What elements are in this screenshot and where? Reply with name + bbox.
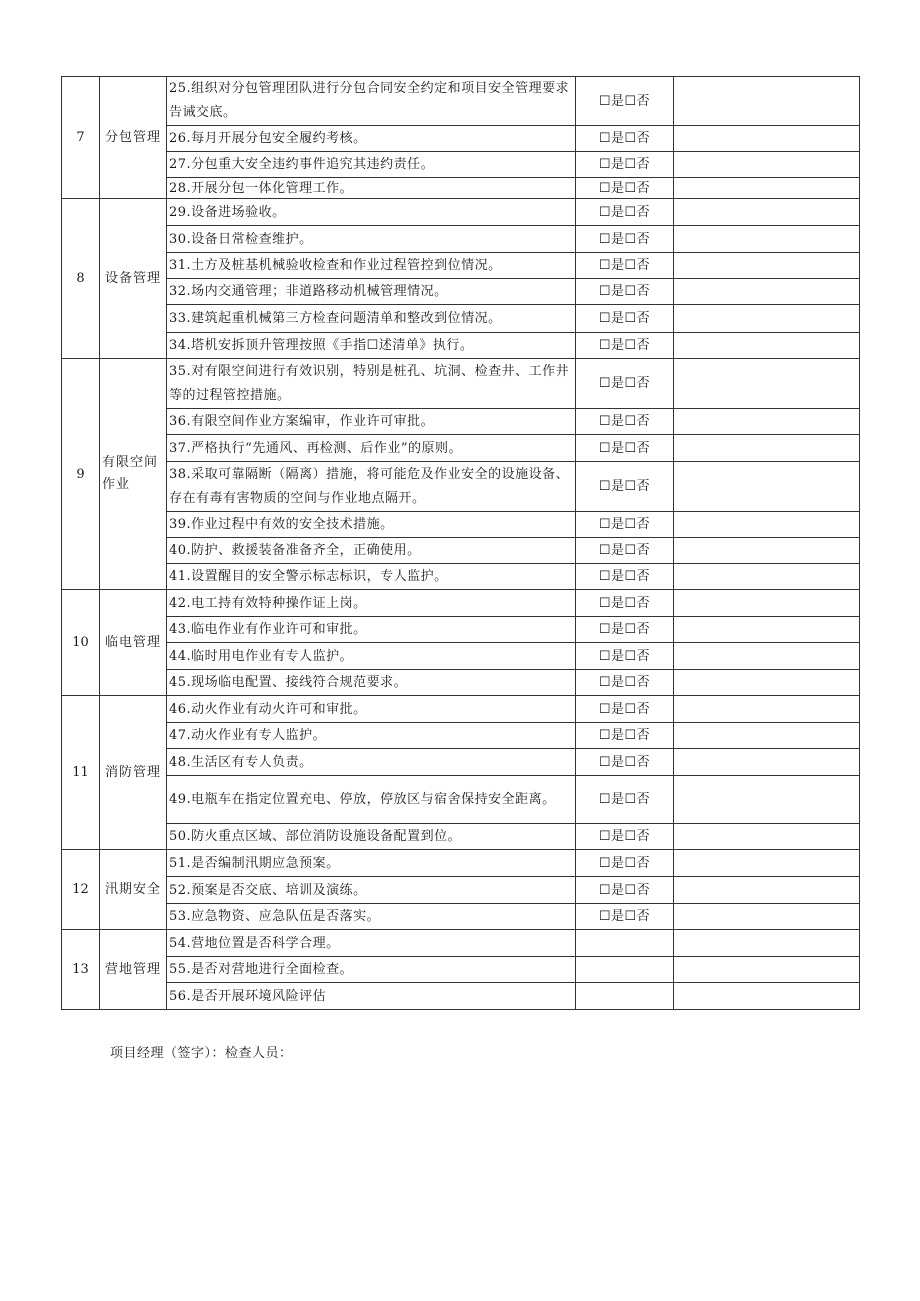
yes-no-checkbox[interactable]: ☐是☐否 <box>576 776 674 824</box>
check-item-text: 33.建筑起重机械第三方检查问题清单和整改到位情况。 <box>167 305 576 333</box>
remarks-cell[interactable] <box>674 226 860 253</box>
yes-no-checkbox[interactable]: ☐是☐否 <box>576 696 674 723</box>
remarks-cell[interactable] <box>674 564 860 590</box>
remarks-cell[interactable] <box>674 77 860 126</box>
yes-no-checkbox[interactable]: ☐是☐否 <box>576 152 674 178</box>
table-row <box>62 670 860 696</box>
table-row <box>62 904 860 930</box>
table-row <box>62 957 860 983</box>
table-row <box>62 152 860 178</box>
table-row <box>62 305 860 333</box>
remarks-cell[interactable] <box>674 152 860 178</box>
group-category: 有限空间作业 <box>100 359 167 590</box>
remarks-cell[interactable] <box>674 723 860 749</box>
remarks-cell[interactable] <box>674 930 860 957</box>
table-row <box>62 199 860 226</box>
table-row <box>62 723 860 749</box>
check-item-text: 49.电瓶车在指定位置充电、停放，停放区与宿舍保持安全距离。 <box>167 776 576 824</box>
table-row <box>62 643 860 670</box>
group-category: 营地管理 <box>100 930 167 1010</box>
group-number: 13 <box>62 930 100 1010</box>
table-row <box>62 333 860 359</box>
table-row <box>62 850 860 877</box>
check-item-text: 26.每月开展分包安全履约考核。 <box>167 126 576 152</box>
group-category: 消防管理 <box>100 696 167 850</box>
table-row <box>62 512 860 538</box>
yes-no-checkbox[interactable]: ☐是☐否 <box>576 617 674 643</box>
check-item-text: 50.防火重点区域、部位消防设施设备配置到位。 <box>167 824 576 850</box>
table-row <box>62 590 860 617</box>
yes-no-checkbox[interactable]: ☐是☐否 <box>576 749 674 776</box>
table-row <box>62 617 860 643</box>
yes-no-checkbox <box>576 930 674 957</box>
group-number: 8 <box>62 199 100 359</box>
remarks-cell[interactable] <box>674 253 860 279</box>
check-item-text: 29.设备进场验收。 <box>167 199 576 226</box>
remarks-cell[interactable] <box>674 983 860 1010</box>
check-item-text: 30.设备日常检查维护。 <box>167 226 576 253</box>
table-row <box>62 983 860 1010</box>
safety-checklist-table <box>61 76 860 1010</box>
yes-no-checkbox[interactable]: ☐是☐否 <box>576 253 674 279</box>
yes-no-checkbox[interactable]: ☐是☐否 <box>576 850 674 877</box>
table-row <box>62 226 860 253</box>
group-number: 10 <box>62 590 100 696</box>
remarks-cell[interactable] <box>674 199 860 226</box>
table-row <box>62 824 860 850</box>
remarks-cell[interactable] <box>674 824 860 850</box>
group-number: 7 <box>62 77 100 199</box>
yes-no-checkbox[interactable]: ☐是☐否 <box>576 824 674 850</box>
group-number: 12 <box>62 850 100 930</box>
remarks-cell[interactable] <box>674 538 860 564</box>
remarks-cell[interactable] <box>674 126 860 152</box>
check-item-text: 44.临时用电作业有专人监护。 <box>167 643 576 670</box>
check-item-text: 39.作业过程中有效的安全技术措施。 <box>167 512 576 538</box>
group-number: 9 <box>62 359 100 590</box>
check-item-text: 37.严格执行“先通风、再检测、后作业”的原则。 <box>167 435 576 462</box>
yes-no-checkbox[interactable]: ☐是☐否 <box>576 226 674 253</box>
check-item-text: 51.是否编制汛期应急预案。 <box>167 850 576 877</box>
check-item-text: 45.现场临电配置、接线符合规范要求。 <box>167 670 576 696</box>
remarks-cell[interactable] <box>674 850 860 877</box>
remarks-cell[interactable] <box>674 643 860 670</box>
table-row <box>62 749 860 776</box>
group-number: 11 <box>62 696 100 850</box>
remarks-cell[interactable] <box>674 512 860 538</box>
remarks-cell[interactable] <box>674 359 860 409</box>
remarks-cell[interactable] <box>674 776 860 824</box>
remarks-cell[interactable] <box>674 409 860 435</box>
yes-no-checkbox[interactable]: ☐是☐否 <box>576 564 674 590</box>
check-item-text: 32.场内交通管理；非道路移动机械管理情况。 <box>167 279 576 305</box>
check-item-text: 47.动火作业有专人监护。 <box>167 723 576 749</box>
yes-no-checkbox[interactable]: ☐是☐否 <box>576 904 674 930</box>
remarks-cell[interactable] <box>674 305 860 333</box>
table-row <box>62 279 860 305</box>
yes-no-checkbox <box>576 983 674 1010</box>
yes-no-checkbox[interactable]: ☐是☐否 <box>576 333 674 359</box>
check-item-text: 34.塔机安拆顶升管理按照《手指☐述清单》执行。 <box>167 333 576 359</box>
group-category: 汛期安全 <box>100 850 167 930</box>
table-row <box>62 930 860 957</box>
table-row <box>62 435 860 462</box>
table-row <box>62 564 860 590</box>
remarks-cell[interactable] <box>674 696 860 723</box>
check-item-text: 36.有限空间作业方案编审，作业许可审批。 <box>167 409 576 435</box>
table-row <box>62 359 860 409</box>
yes-no-checkbox[interactable]: ☐是☐否 <box>576 435 674 462</box>
remarks-cell[interactable] <box>674 904 860 930</box>
check-item-text: 46.动火作业有动火许可和审批。 <box>167 696 576 723</box>
yes-no-checkbox[interactable]: ☐是☐否 <box>576 723 674 749</box>
yes-no-checkbox[interactable]: ☐是☐否 <box>576 877 674 904</box>
group-category: 临电管理 <box>100 590 167 696</box>
group-category: 分包管理 <box>100 77 167 199</box>
yes-no-checkbox[interactable]: ☐是☐否 <box>576 590 674 617</box>
group-category: 设备管理 <box>100 199 167 359</box>
table-row <box>62 696 860 723</box>
remarks-cell[interactable] <box>674 462 860 512</box>
check-item-text: 48.生活区有专人负责。 <box>167 749 576 776</box>
check-item-text: 53.应急物资、应急队伍是否落实。 <box>167 904 576 930</box>
yes-no-checkbox[interactable]: ☐是☐否 <box>576 359 674 409</box>
remarks-cell[interactable] <box>674 333 860 359</box>
table-row <box>62 126 860 152</box>
check-item-text: 40.防护、救援装备准备齐全，正确使用。 <box>167 538 576 564</box>
remarks-cell[interactable] <box>674 178 860 199</box>
table-row <box>62 409 860 435</box>
checklist-body <box>62 77 860 1010</box>
table-row <box>62 538 860 564</box>
remarks-cell[interactable] <box>674 590 860 617</box>
check-item-text: 31.土方及桩基机械验收检查和作业过程管控到位情况。 <box>167 253 576 279</box>
yes-no-checkbox[interactable]: ☐是☐否 <box>576 462 674 512</box>
table-row <box>62 253 860 279</box>
table-row <box>62 877 860 904</box>
table-row <box>62 776 860 824</box>
check-item-text: 52.预案是否交底、培训及演练。 <box>167 877 576 904</box>
yes-no-checkbox[interactable]: ☐是☐否 <box>576 305 674 333</box>
yes-no-checkbox[interactable]: ☐是☐否 <box>576 77 674 126</box>
check-item-text: 42.电工持有效特种操作证上岗。 <box>167 590 576 617</box>
check-item-text: 25.组织对分包管理团队进行分包合同安全约定和项目安全管理要求告诫交底。 <box>167 77 576 126</box>
check-item-text: 35.对有限空间进行有效识别，特别是桩孔、坑洞、检查井、工作井等的过程管控措施。 <box>167 359 576 409</box>
yes-no-checkbox[interactable]: ☐是☐否 <box>576 409 674 435</box>
yes-no-checkbox <box>576 957 674 983</box>
table-row <box>62 462 860 512</box>
check-item-text: 41.设置醒目的安全警示标志标识，专人监护。 <box>167 564 576 590</box>
remarks-cell[interactable] <box>674 670 860 696</box>
yes-no-checkbox[interactable]: ☐是☐否 <box>576 512 674 538</box>
remarks-cell[interactable] <box>674 279 860 305</box>
check-item-text: 38.采取可靠隔断（隔离）措施，将可能危及作业安全的设施设备、存在有毒有害物质的空间与作业地点隔开。 <box>167 462 576 512</box>
yes-no-checkbox[interactable]: ☐是☐否 <box>576 178 674 199</box>
yes-no-checkbox[interactable]: ☐是☐否 <box>576 126 674 152</box>
yes-no-checkbox[interactable]: ☐是☐否 <box>576 643 674 670</box>
check-item-text: 56.是否开展环境风险评估 <box>167 983 576 1010</box>
table-row <box>62 178 860 199</box>
remarks-cell[interactable] <box>674 957 860 983</box>
yes-no-checkbox[interactable]: ☐是☐否 <box>576 538 674 564</box>
check-item-text: 54.营地位置是否科学合理。 <box>167 930 576 957</box>
table-row <box>62 77 860 126</box>
remarks-cell[interactable] <box>674 435 860 462</box>
remarks-cell[interactable] <box>674 617 860 643</box>
signature-footer: 项目经理（签字）：检查人员： <box>110 1046 293 1061</box>
check-item-text: 28.开展分包一体化管理工作。 <box>167 178 576 199</box>
check-item-text: 43.临电作业有作业许可和审批。 <box>167 617 576 643</box>
check-item-text: 55.是否对营地进行全面检查。 <box>167 957 576 983</box>
yes-no-checkbox[interactable]: ☐是☐否 <box>576 199 674 226</box>
yes-no-checkbox[interactable]: ☐是☐否 <box>576 279 674 305</box>
check-item-text: 27.分包重大安全违约事件追究其违约责任。 <box>167 152 576 178</box>
remarks-cell[interactable] <box>674 749 860 776</box>
yes-no-checkbox[interactable]: ☐是☐否 <box>576 670 674 696</box>
remarks-cell[interactable] <box>674 877 860 904</box>
